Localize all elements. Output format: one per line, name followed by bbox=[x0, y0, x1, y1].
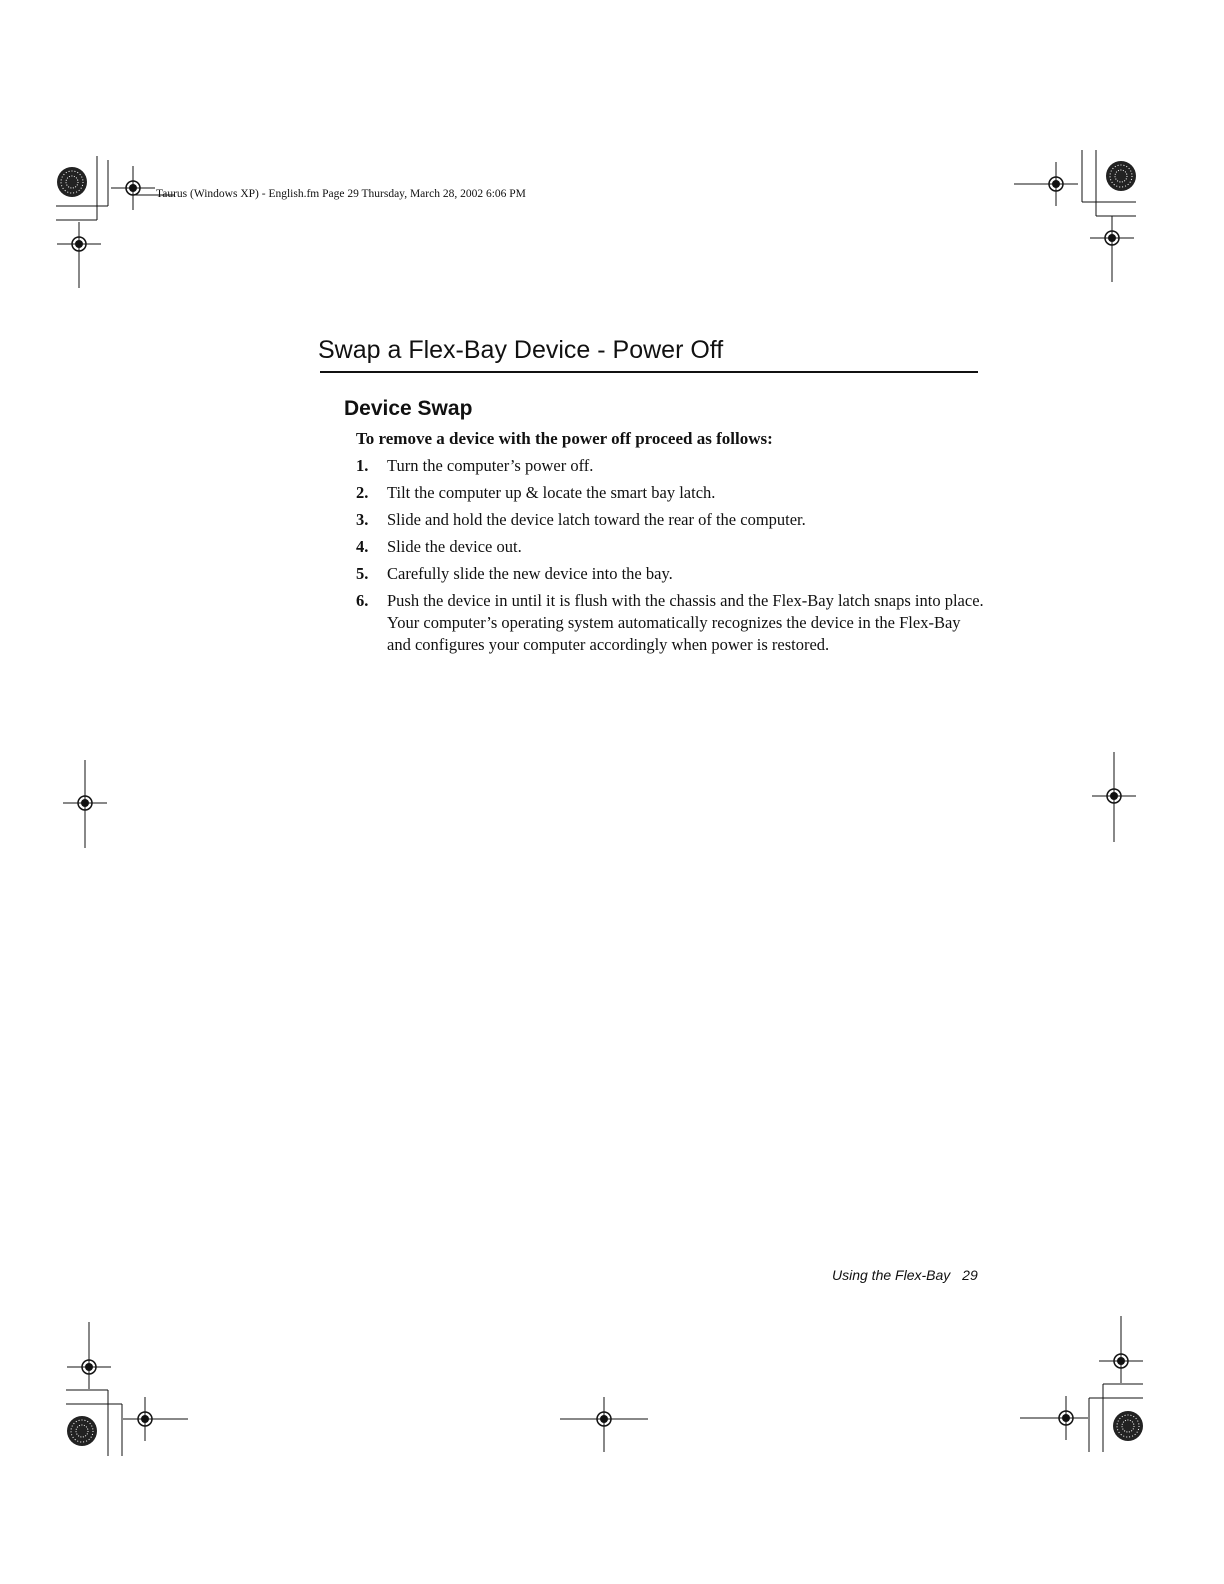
mid-left-registration-icon bbox=[63, 781, 107, 825]
bottom-left-inner-registration-icon bbox=[123, 1397, 167, 1441]
top-left-starburst-icon bbox=[57, 167, 87, 197]
step-number: 3. bbox=[356, 510, 369, 529]
list-item bbox=[356, 455, 986, 477]
footer-section: Using the Flex-Bay bbox=[832, 1267, 951, 1283]
list-item bbox=[356, 563, 986, 585]
page-number: 29 bbox=[962, 1267, 978, 1283]
bottom-right-upper-registration-icon bbox=[1099, 1339, 1143, 1383]
print-slug: Taurus (Windows XP) - English.fm Page 29 Thursday, March 28, 2002 6:06 PM bbox=[156, 188, 526, 200]
step-number: 6. bbox=[356, 591, 369, 610]
list-item bbox=[356, 536, 986, 558]
steps-list bbox=[356, 455, 986, 661]
bottom-right-starburst-icon bbox=[1113, 1411, 1143, 1441]
step-number: 1. bbox=[356, 456, 369, 475]
bottom-left-starburst-icon bbox=[67, 1416, 97, 1446]
step-text: Carefully slide the new device into the bay. bbox=[387, 564, 673, 583]
right-registration-icon bbox=[1090, 216, 1134, 260]
left-registration-icon bbox=[57, 222, 101, 266]
step-number: 2. bbox=[356, 483, 369, 502]
top-right-registration-icon bbox=[1034, 162, 1078, 206]
list-item bbox=[356, 590, 986, 656]
list-item bbox=[356, 482, 986, 504]
title-rule bbox=[320, 371, 978, 373]
mid-right-registration-icon bbox=[1092, 774, 1136, 818]
step-text: Push the device in until it is flush with the chassis and the Flex-Bay latch snaps into place. Your computer’s operating system automatically recognizes the device in the Flex-Bay and configures your computer accordingly when power is restored. bbox=[387, 591, 984, 654]
page-footer bbox=[832, 1267, 978, 1283]
step-text: Slide the device out. bbox=[387, 537, 522, 556]
bottom-center-registration-icon bbox=[582, 1397, 626, 1441]
step-text: Slide and hold the device latch toward the rear of the computer. bbox=[387, 510, 806, 529]
top-right-starburst-icon bbox=[1106, 161, 1136, 191]
page-title: Swap a Flex-Bay Device - Power Off bbox=[318, 336, 724, 364]
step-number: 5. bbox=[356, 564, 369, 583]
step-number: 4. bbox=[356, 537, 369, 556]
top-left-registration-icon bbox=[111, 166, 155, 210]
intro-text: To remove a device with the power off proceed as follows: bbox=[356, 429, 773, 448]
bottom-right-registration-icon bbox=[1044, 1396, 1088, 1440]
bottom-left-registration-icon bbox=[67, 1345, 111, 1389]
step-text: Turn the computer’s power off. bbox=[387, 456, 594, 475]
section-heading: Device Swap bbox=[344, 397, 473, 420]
step-text: Tilt the computer up & locate the smart bay latch. bbox=[387, 483, 716, 502]
list-item bbox=[356, 509, 986, 531]
